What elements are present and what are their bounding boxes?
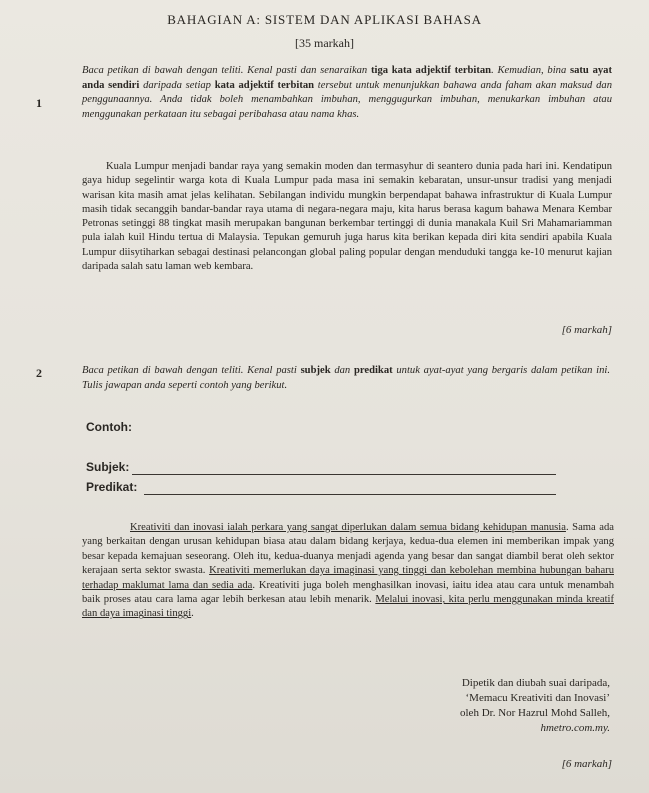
source-citation: [340, 676, 610, 736]
passage-text: . Kreativiti juga boleh menghasilkan inovasi, iaitu idea atau cara untuk menambah baik proses atau cara lama agar lebih berkesan atau lebih menarik.: [82, 579, 614, 606]
passage-text: .: [191, 608, 194, 620]
subject-label: Subjek:: [86, 460, 130, 474]
instruction-text: untuk ayat-ayat yang bergaris dalam petikan ini. Tulis jawapan anda seperti contoh yang berikut.: [82, 365, 610, 391]
question-1-number: 1: [36, 96, 42, 110]
instruction-text: Baca petikan di bawah dengan teliti. Kenal pasti: [82, 365, 301, 376]
instruction-text: . Kemudian, bina: [491, 65, 570, 76]
question-1-marks: [6 markah]: [561, 324, 612, 336]
question-2-number: 2: [36, 366, 42, 380]
source-line: Dipetik dan diubah suai daripada,: [461, 677, 610, 689]
instruction-text: daripada setiap: [139, 79, 215, 91]
question-2-instruction: [82, 364, 610, 393]
section-marks: [35 markah]: [295, 36, 354, 50]
question-2-passage: [82, 521, 614, 622]
instruction-bold: predikat: [353, 365, 393, 376]
underlined-sentence-1: Kreativiti dan inovasi ialah perkara yang sangat diperlukan dalam semua bidang kehidupan manusia: [130, 522, 566, 533]
subject-answer-line: [132, 474, 556, 475]
source-line: oleh Dr. Nor Hazrul Mohd Salleh,: [460, 707, 610, 719]
instruction-bold: satu ayat anda sendiri: [82, 65, 612, 91]
instruction-text: Baca petikan di bawah dengan teliti. Kenal pasti dan senaraikan: [82, 65, 371, 76]
instruction-bold: kata adjektif terbitan: [214, 79, 315, 91]
section-title: BAHAGIAN A: SISTEM DAN APLIKASI BAHASA: [167, 12, 482, 27]
instruction-bold: subjek: [300, 365, 331, 376]
source-line: hmetro.com.my.: [540, 722, 610, 734]
example-label: Contoh:: [86, 420, 132, 434]
predicate-label: Predikat:: [86, 480, 138, 494]
question-1-passage: Kuala Lumpur menjadi bandar raya yang semakin moden dan termasyhur di seantero dunia pada hari ini. Kendatipun gaya hidup segelintir warga kota di Kuala Lumpur pada masa ini semakin kebaratan, unsur-unsur tradisi yang menjadi warisan kita masih amat jelas kelihatan. Sebilangan individu mungkin berpendapat bahawa infrastruktur di Kuala Lumpur masih tidak secanggih bandar-bandar raya utama di negara-negara maju, kita harus berasa kagum bahawa Menara Kembar Petronas setinggi 88 tingkat masih merupakan bangunan berkembar tertinggi di dunia manakala Kuil Sri Mahamariamman pula ialah kuil Hindu tertua di Malaysia. Tepukan gemuruh juga harus kita berikan kepada diri kita sendiri apabila Kuala Lumpur diisytiharkan sebagai destinasi pelancongan global paling popular dengan menduduki tangga ke-10 menurut kajian daripada salah satu laman web kembara.: [82, 161, 612, 273]
instruction-text: tersebut untuk menunjukkan bahawa anda faham akan maksud dan penggunaannya. Anda tidak boleh menambahkan imbuhan, menggugurkan imbuhan, menukarkan imbuhan atau menggunakan perkataan itu sebagai peribahasa atau nama khas.: [82, 79, 612, 120]
instruction-bold: tiga kata adjektif terbitan: [370, 65, 492, 76]
source-line: ‘Memacu Kreativiti dan Inovasi’: [465, 692, 610, 704]
question-1-instruction: [82, 64, 612, 122]
underlined-sentence-3: Melalui inovasi, kita perlu menggunakan minda kreatif dan daya imaginasi tinggi: [82, 594, 614, 620]
question-2-marks: [6 markah]: [561, 758, 612, 770]
underlined-sentence-2: Kreativiti memerlukan daya imaginasi yang tinggi dan kebolehan membina hubungan baharu terhadap maklumat lama dan sedia ada: [82, 565, 614, 591]
predicate-answer-line: [144, 494, 556, 495]
passage-text: . Sama ada yang berkaitan dengan urusan kehidupan biasa atau dalam bidang kerjaya, kedua-dua elemen ini memberikan impak yang besar kepada kemajuan seseorang. Oleh itu, kedua-duanya menjadi agenda yang besar dan sangat diambil berat oleh sektor kerajaan serta sektor swasta.: [82, 522, 614, 577]
instruction-text: dan: [330, 365, 354, 376]
